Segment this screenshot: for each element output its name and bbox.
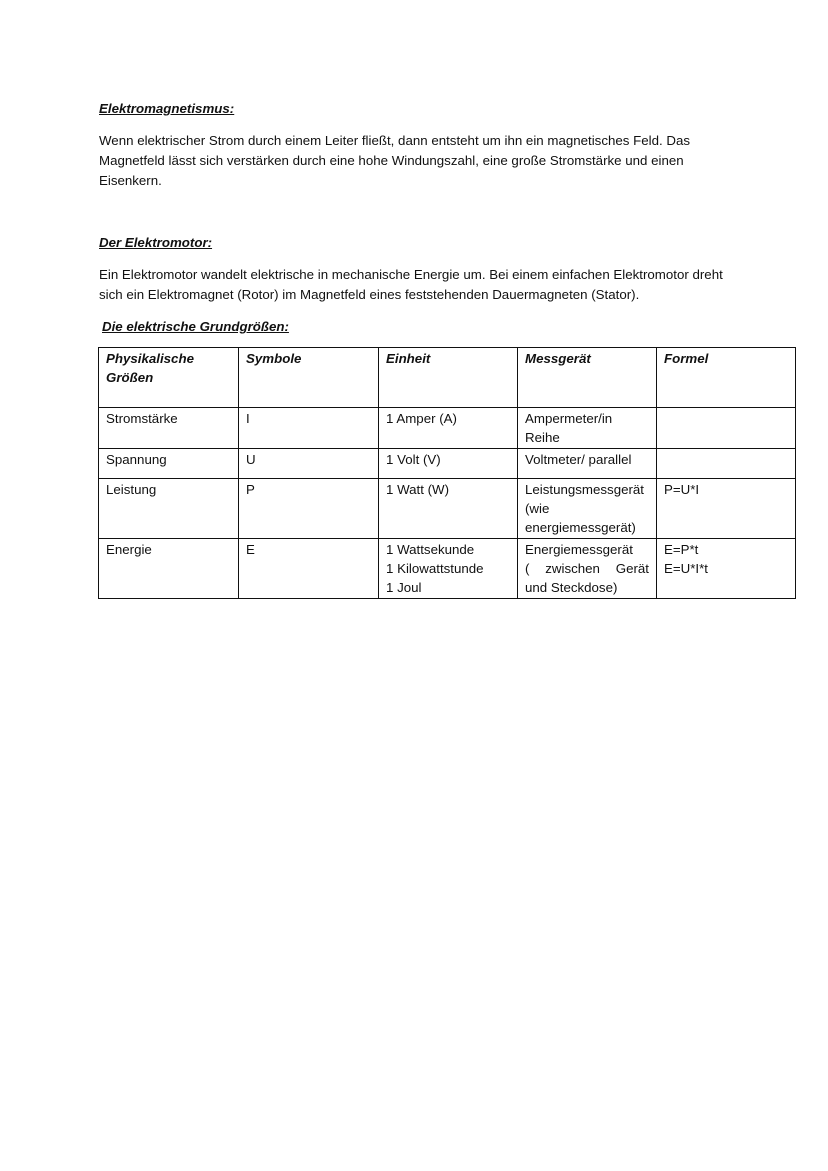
paragraph-elektromagnetismus: Wenn elektrischer Strom durch einem Leiter fließt, dann entsteht um ihn ein magnetisches Feld. Das Magnetfeld lässt sich verstärken durch eine hohe Windungszahl, eine große Stromstärke und einen Eisenkern. — [99, 133, 691, 188]
table-row — [99, 479, 796, 539]
cell-formel — [657, 479, 796, 539]
header-cell: Messgerät — [518, 348, 657, 408]
einheit-line: 1 Joul — [386, 580, 422, 595]
cell-messgeraet — [518, 408, 657, 449]
header-cell: Einheit — [379, 348, 518, 408]
cell-messgeraet — [518, 479, 657, 539]
cell-symbol: I — [239, 408, 379, 449]
messgeraet-line: Leistungsmessgerät — [525, 482, 644, 497]
messgeraet-line: und Steckdose) — [525, 580, 618, 595]
cell-groesse: Leistung — [99, 479, 239, 539]
cell-symbol: E — [239, 539, 379, 599]
cell-groesse: Spannung — [99, 449, 239, 479]
cell-einheit — [379, 479, 518, 539]
cell-groesse: Energie — [99, 539, 239, 599]
cell-formel — [657, 408, 796, 449]
cell-einheit — [379, 449, 518, 479]
heading-elektromotor: Der Elektromotor: — [99, 235, 213, 250]
cell-einheit — [379, 539, 518, 599]
cell-symbol: P — [239, 479, 379, 539]
einheit-line: 1 Wattsekunde — [386, 542, 475, 557]
heading-elektromagnetismus: Elektromagnetismus: — [99, 101, 235, 116]
cell-symbol: U — [239, 449, 379, 479]
cell-formel — [657, 539, 796, 599]
einheit-line: 1 Watt (W) — [386, 482, 450, 497]
messgeraet-line: ( zwischen Gerät — [525, 561, 649, 576]
header-cell: Physikalische Größen — [99, 348, 239, 408]
messgeraet-line: energiemessgerät) — [525, 520, 636, 535]
messgeraet-line: Voltmeter/ parallel — [525, 452, 632, 467]
messgeraet-line: Ampermeter/in — [525, 411, 613, 426]
heading-grundgroessen: Die elektrische Grundgrößen: — [102, 319, 289, 334]
cell-messgeraet — [518, 449, 657, 479]
table-row — [99, 539, 796, 599]
cell-groesse: Stromstärke — [99, 408, 239, 449]
cell-messgeraet — [518, 539, 657, 599]
einheit-line: 1 Amper (A) — [386, 411, 457, 426]
grundgroessen-table — [98, 347, 796, 599]
table-row — [99, 408, 796, 449]
cell-formel — [657, 449, 796, 479]
table-row — [99, 449, 796, 479]
messgeraet-line: Reihe — [525, 430, 560, 445]
formel-line: E=P*t — [664, 542, 699, 557]
messgeraet-line: (wie — [525, 501, 550, 516]
cell-einheit — [379, 408, 518, 449]
einheit-line: 1 Volt (V) — [386, 452, 441, 467]
messgeraet-line: Energiemessgerät — [525, 542, 633, 557]
table-header-row — [99, 348, 796, 408]
einheit-line: 1 Kilowattstunde — [386, 561, 484, 576]
header-cell: Formel — [657, 348, 796, 408]
formel-line: E=U*I*t — [664, 561, 708, 576]
paragraph-elektromotor: Ein Elektromotor wandelt elektrische in mechanische Energie um. Bei einem einfachen Elektromotor dreht sich ein Elektromagnet (Rotor) im Magnetfeld eines feststehenden Dauermagneten (Stator). — [99, 267, 723, 302]
header-cell: Symbole — [239, 348, 379, 408]
formel-line: P=U*I — [664, 482, 700, 497]
